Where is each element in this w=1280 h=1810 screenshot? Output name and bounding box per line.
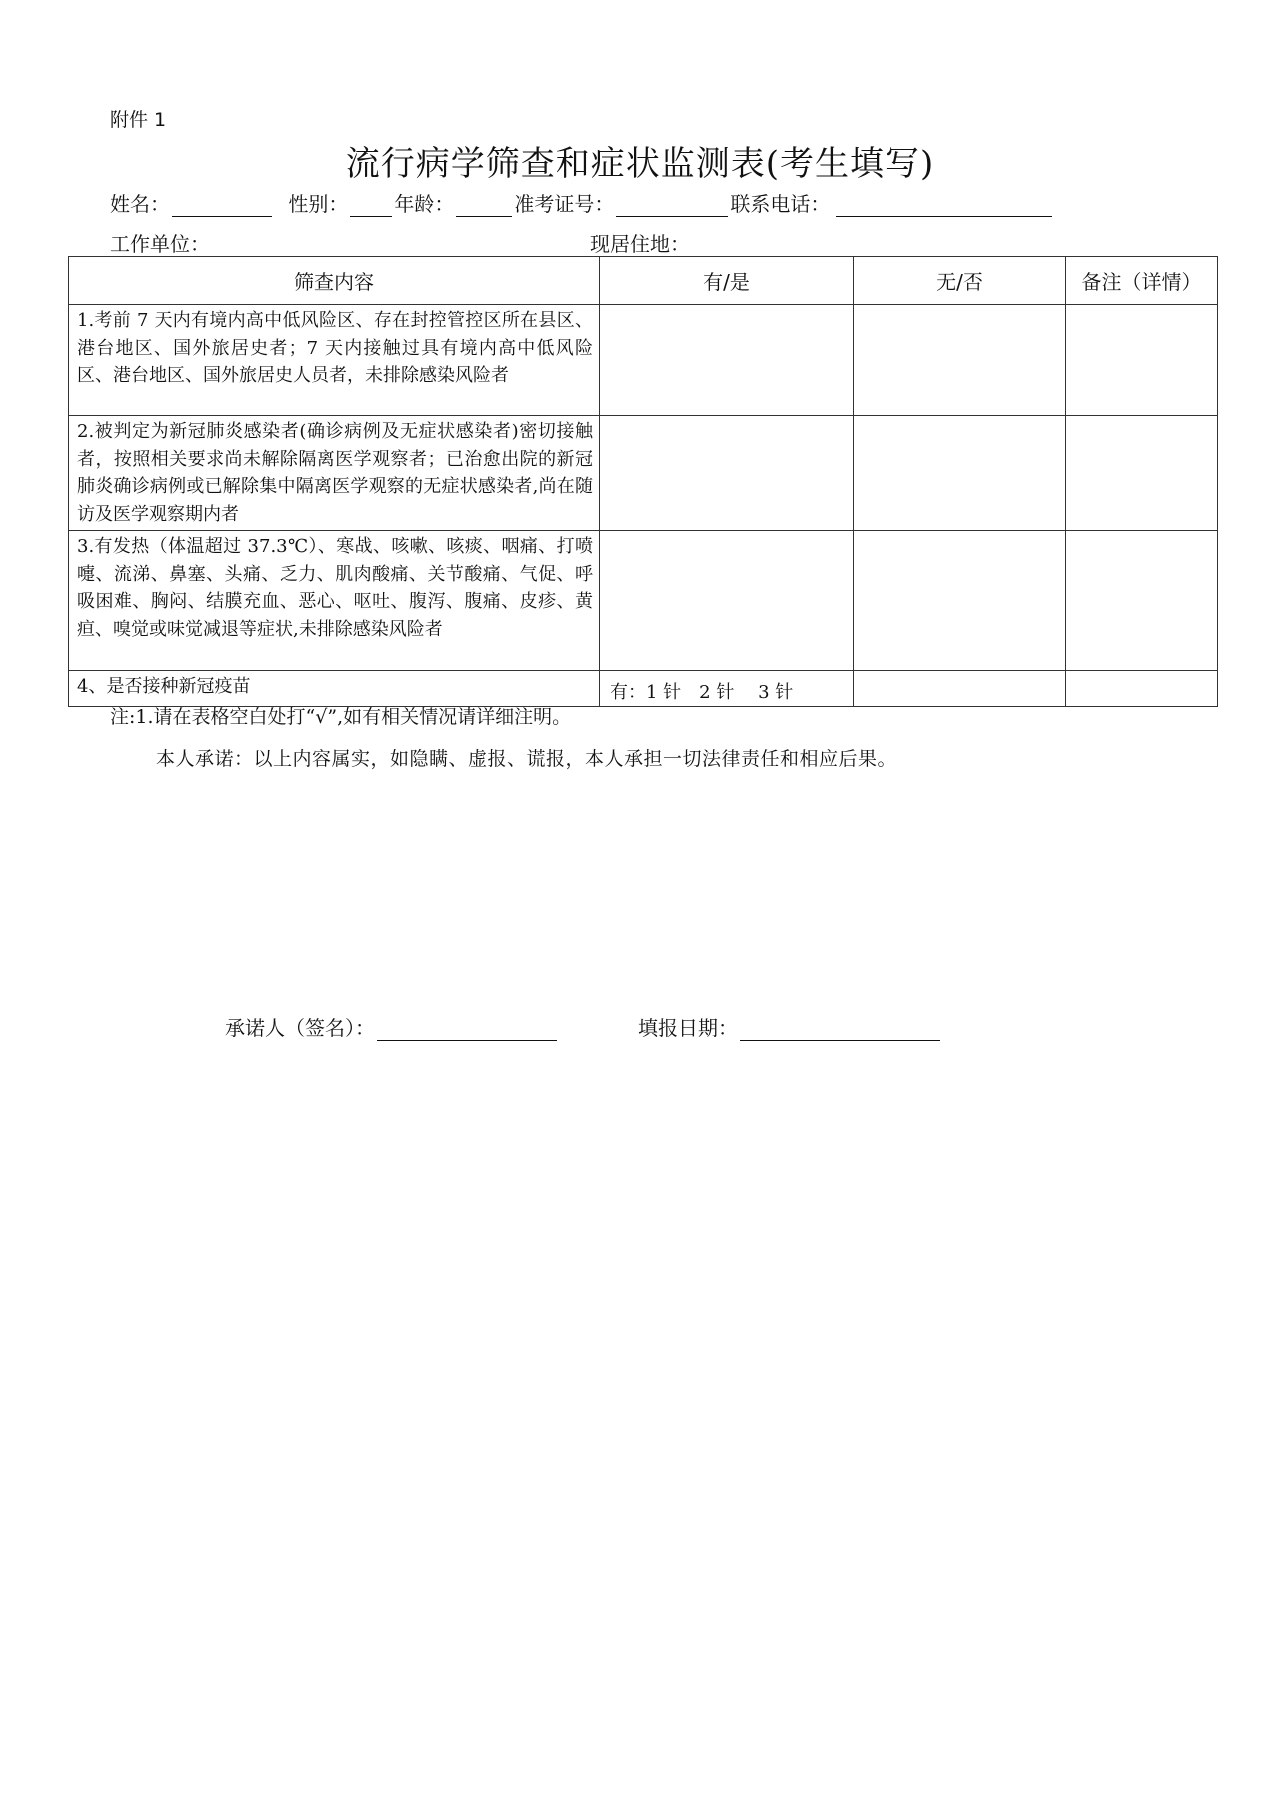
date-line xyxy=(638,1012,942,1041)
signature-label: 承诺人（签名）： xyxy=(225,1016,375,1040)
header-no: 无/否 xyxy=(854,257,1066,305)
exam-id-label: 准考证号： xyxy=(514,192,615,216)
personal-info-line xyxy=(110,188,1054,217)
gender-field[interactable] xyxy=(350,196,392,217)
gender-label: 性别： xyxy=(288,192,349,216)
no-cell[interactable] xyxy=(854,531,1066,671)
exam-id-field[interactable] xyxy=(616,196,728,217)
yes-cell[interactable] xyxy=(600,305,854,416)
table-header-row xyxy=(69,257,1218,305)
screening-item-3: 3.有发热（体温超过 37.3℃）、寒战、咳嗽、咳痰、咽痛、打喷嚏、流涕、鼻塞、头痛、乏力、肌肉酸痛、关节酸痛、气促、呼吸困难、胸闷、结膜充血、恶心、呕吐、腹泻、腹痛、皮疹、黄疸、嗅觉或味觉减退等症状,未排除感染风险者 xyxy=(69,531,600,671)
remarks-cell[interactable] xyxy=(1066,671,1218,707)
pledge-text: 本人承诺：以上内容属实，如隐瞒、虚报、谎报，本人承担一切法律责任和相应后果。 xyxy=(156,748,898,770)
vaccine-options[interactable]: 有：1 针 2 针 3 针 xyxy=(600,671,854,707)
name-field[interactable] xyxy=(172,196,272,217)
yes-cell[interactable] xyxy=(600,531,854,671)
page-title: 流行病学筛查和症状监测表(考生填写) xyxy=(345,144,935,184)
remarks-cell[interactable] xyxy=(1066,305,1218,416)
screening-item-2: 2.被判定为新冠肺炎感染者(确诊病例及无症状感染者)密切接触者，按照相关要求尚未解除隔离医学观察者；已治愈出院的新冠肺炎确诊病例或已解除集中隔离医学观察的无症状感染者,尚在随访及医学观察期内者 xyxy=(69,416,600,531)
remarks-cell[interactable] xyxy=(1066,416,1218,531)
date-label: 填报日期： xyxy=(638,1016,738,1040)
vaccine-question: 4、是否接种新冠疫苗 xyxy=(69,671,600,707)
no-cell[interactable] xyxy=(854,305,1066,416)
screening-table xyxy=(68,256,1218,707)
header-remarks: 备注（详情） xyxy=(1066,257,1218,305)
work-unit-label: 工作单位： xyxy=(110,232,210,256)
residence-label: 现居住地： xyxy=(590,232,690,256)
no-cell[interactable] xyxy=(854,416,1066,531)
attachment-label: 附件 1 xyxy=(110,109,167,131)
remarks-cell[interactable] xyxy=(1066,531,1218,671)
phone-field[interactable] xyxy=(836,196,1052,217)
work-unit-line xyxy=(110,228,210,257)
screening-item-1: 1.考前 7 天内有境内高中低风险区、存在封控管控区所在县区、港台地区、国外旅居史者；7 天内接触过具有境内高中低风险区、港台地区、国外旅居史人员者，未排除感染风险者 xyxy=(69,305,600,416)
age-label: 年龄： xyxy=(394,192,455,216)
yes-cell[interactable] xyxy=(600,416,854,531)
date-field[interactable] xyxy=(740,1020,940,1041)
header-yes: 有/是 xyxy=(600,257,854,305)
table-note: 注:1.请在表格空白处打“√”,如有相关情况请详细注明。 xyxy=(110,706,572,728)
signature-line xyxy=(225,1012,559,1041)
table-row xyxy=(69,416,1218,531)
name-label: 姓名： xyxy=(110,192,170,216)
signature-field[interactable] xyxy=(377,1020,557,1041)
phone-label: 联系电话： xyxy=(730,192,831,216)
no-cell[interactable] xyxy=(854,671,1066,707)
header-content: 筛查内容 xyxy=(69,257,600,305)
age-field[interactable] xyxy=(456,196,512,217)
residence-line xyxy=(590,228,690,257)
table-row xyxy=(69,305,1218,416)
table-row xyxy=(69,531,1218,671)
